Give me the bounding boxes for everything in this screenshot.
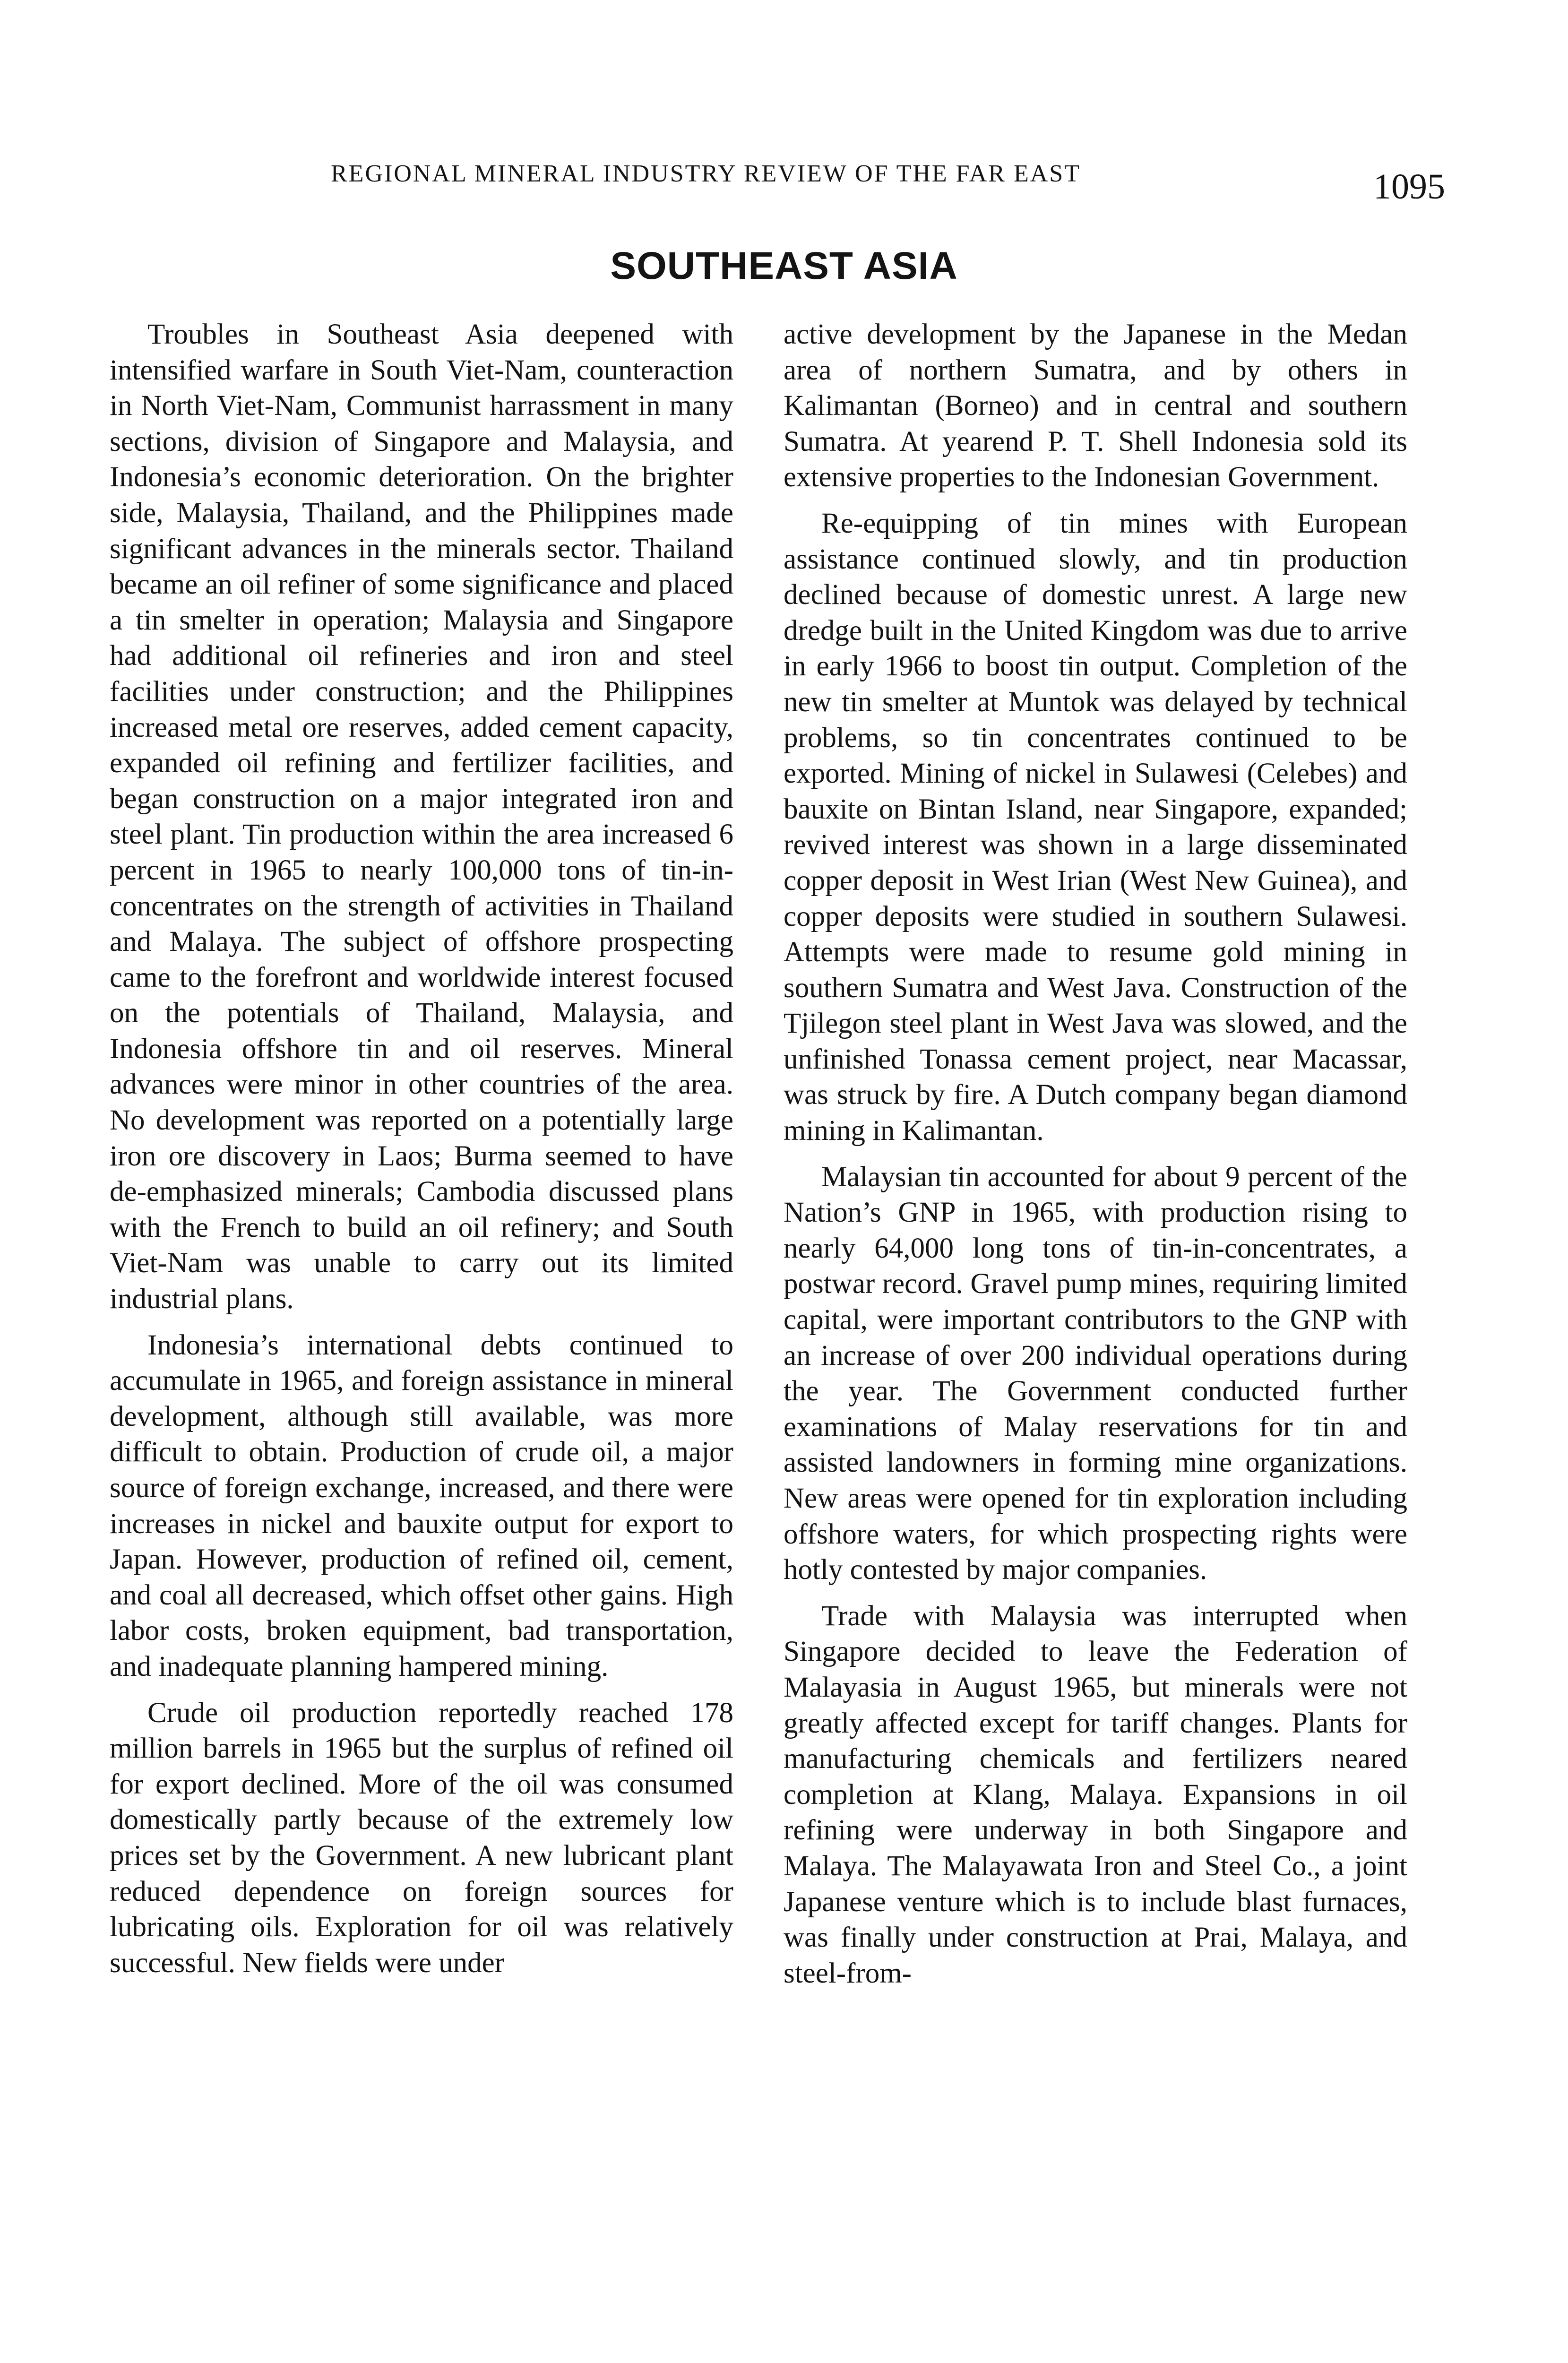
left-column <box>110 317 733 1991</box>
right-column <box>784 317 1407 2001</box>
paragraph-tin-mines: Re-equipping of tin mines with European assistance continued slowly, and tin production declined because of domestic unrest. A large new dredge built in the United Kingdom was due to arrive in early 1966 to boost tin output. Completion of the new tin smelter at Muntok was delayed by technical problems, so tin concentrates continued to be exported. Mining of nickel in Sulawesi (Celebes) and bauxite on Bintan Island, near Singapore, expanded; revived interest was shown in a large disseminated copper deposit in West Irian (West New Guinea), and copper deposits were studied in southern Sulawesi. Attempts were made to resume gold mining in southern Sumatra and West Java. Construction of the Tjilegon steel plant in West Java was slowed, and the unfinished Tonassa cement project, near Macassar, was struck by fire. A Dutch company began diamond mining in Kalimantan. <box>784 507 1407 1147</box>
paragraph-continued-development: active development by the Japanese in the Medan area of northern Sumatra, and by others in Kalimantan (Borneo) and in central and southern Sumatra. At yearend P. T. Shell Indonesia sold its extensive properties to the Indonesian Government. <box>784 319 1407 493</box>
paragraph-overview: Troubles in Southeast Asia deepened with intensified warfare in South Viet-Nam, counteraction in North Viet-Nam, Communist harrassment in many sections, division of Singapore and Malaysia, and Indonesia’s economic deterioration. On the brighter side, Malaysia, Thailand, and the Philippines made significant advances in the minerals sector. Thailand became an oil refiner of some significance and placed a tin smelter in operation; Malaysia and Singapore had additional oil refineries and iron and steel facilities under construction; and the Philippines increased metal ore reserves, added cement capacity, expanded oil refining and fertilizer facilities, and began construction on a major integrated iron and steel plant. Tin production within the area increased 6 percent in 1965 to nearly 100,000 tons of tin-in-concentrates on the strength of activities in Thailand and Malaya. The subject of offshore prospecting came to the forefront and worldwide interest focused on the potentials of Thailand, Malaysia, and Indonesia offshore tin and oil reserves. Mineral advances were minor in other countries of the area. No development was reported on a potentially large iron ore discovery in Laos; Burma seemed to have de-emphasized minerals; Cambodia discussed plans with the French to build an oil refinery; and South Viet-Nam was unable to carry out its limited industrial plans. <box>110 319 733 1315</box>
paragraph-malaysian-tin: Malaysian tin accounted for about 9 percent of the Nation’s GNP in 1965, with production rising to nearly 64,000 long tons of tin-in-concentrates, a postwar record. Gravel pump mines, requiring limited capital, were important contributors to the GNP with an increase of over 200 individual operations during the year. The Government conducted further examinations of Malay reservations for tin and assisted landowners in forming mine organizations. New areas were opened for tin exploration including offshore waters, for which prospecting rights were hotly contested by major companies. <box>784 1161 1407 1586</box>
running-head: REGIONAL MINERAL INDUSTRY REVIEW OF THE FAR EAST <box>331 160 1081 187</box>
section-title: SOUTHEAST ASIA <box>610 244 958 287</box>
paragraph-trade-malaysia: Trade with Malaysia was interrupted when Singapore decided to leave the Federation of Malayasia in August 1965, but minerals were not greatly affected except for tariff changes. Plants for manufacturing chemicals and fertilizers neared completion at Klang, Malaya. Expansions in oil refining were underway in both Singapore and Malaya. The Malayawata Iron and Steel Co., a joint Japanese venture which is to include blast furnaces, was finally under construction at Prai, Malaya, and steel-from- <box>784 1600 1407 1989</box>
paragraph-crude-oil: Crude oil production reportedly reached 178 million barrels in 1965 but the surplus of refined oil for export declined. More of the oil was consumed domestically partly because of the extremely low prices set by the Government. A new lubricant plant reduced dependence on foreign sources for lubricating oils. Exploration for oil was relatively successful. New fields were under <box>110 1697 733 1979</box>
paragraph-indonesia-debts: Indonesia’s international debts continued to accumulate in 1965, and foreign assistance in mineral development, although still available, was more difficult to obtain. Production of crude oil, a major source of foreign exchange, increased, and there were increases in nickel and bauxite output for export to Japan. However, production of refined oil, cement, and coal all decreased, which offset other gains. High labor costs, broken equipment, bad transportation, and inadequate planning hampered mining. <box>110 1329 733 1682</box>
page-number: 1095 <box>1373 167 1445 207</box>
